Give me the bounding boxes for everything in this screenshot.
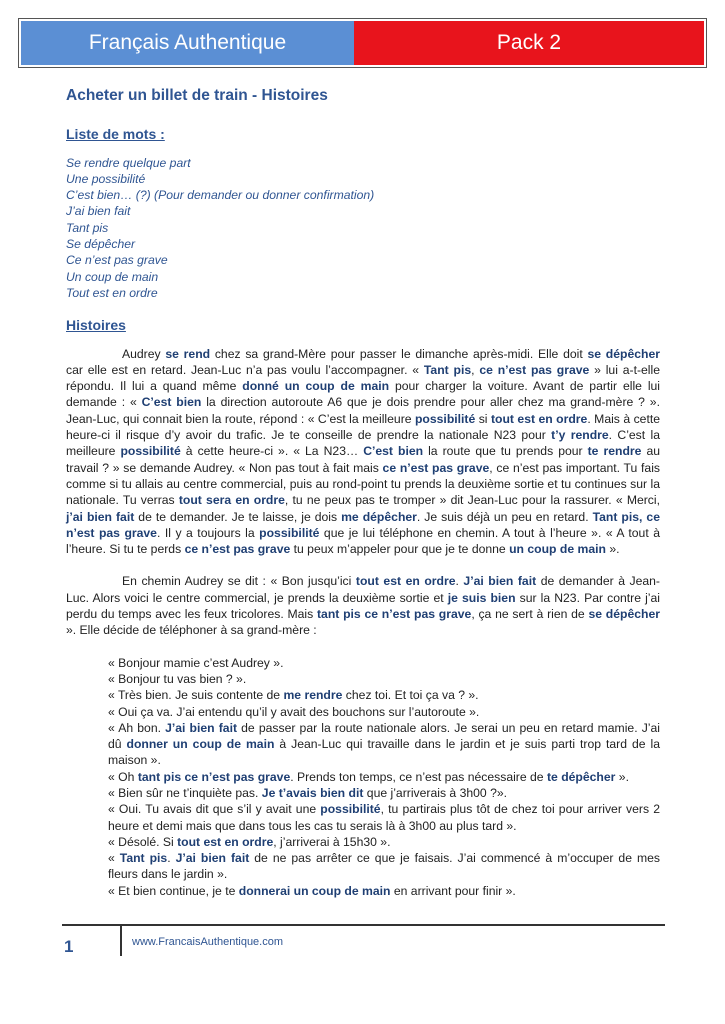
key-phrase: un coup de main [509, 542, 606, 557]
text-run: , tu ne peux pas te tromper » dit Jean-Luc pour la rassurer. « Merci, [284, 493, 660, 508]
text-run: la route que tu prends pour [423, 444, 588, 459]
text-run: , tu partirais plus tôt de chez toi pour arriver vers 2 heure et demi mais que dans tous les cas tu serais là à 3h00 au plus tard ». [108, 802, 661, 833]
text-run: à Jean-Luc qui travaille dans le jardin et je suis parti trop tard de la maison ». [108, 737, 660, 768]
key-phrase: tout sera en ordre [178, 493, 285, 508]
text-run: , j’arriverai à 15h30 ». [273, 834, 391, 849]
word-item: Un coup de main [66, 269, 159, 284]
footer-divider [62, 924, 665, 926]
text-run: à cette heure-ci ». « La N23… [180, 444, 364, 459]
key-phrase: donner un coup de main [126, 737, 275, 752]
text-run: Audrey [122, 346, 166, 361]
key-phrase: ce n’est pas grave [184, 542, 291, 557]
dialog-block [108, 655, 660, 899]
key-phrase: J’ai bien fait [175, 851, 250, 866]
key-phrase: tant pis ce n’est pas grave [137, 769, 291, 784]
text-run: . Il y a toujours la [156, 525, 260, 540]
key-phrase: me dépêcher [341, 509, 417, 524]
words-heading: Liste de mots : [66, 126, 165, 143]
text-run: « [108, 851, 120, 866]
text-run: en arrivant pour finir ». [390, 883, 516, 898]
text-run: de demander à Jean-Luc. Alors voici le centre commercial, je prends la deuxième sortie et [66, 574, 660, 605]
key-phrase: Je t’avais bien dit [261, 785, 364, 800]
dialog-line [108, 801, 660, 834]
dialog-line [108, 769, 660, 785]
word-item: Tout est en ordre [66, 285, 158, 300]
word-item: Une possibilité [66, 171, 146, 186]
word-list [66, 155, 660, 302]
key-phrase: J’ai bien fait [165, 720, 238, 735]
key-phrase: tout est en ordre [177, 834, 274, 849]
key-phrase: possibilité [320, 802, 381, 817]
key-phrase: C’est bien [141, 395, 202, 410]
text-run: ». Elle décide de téléphoner à sa grand-mère : [66, 623, 317, 638]
footer-separator [120, 926, 122, 956]
story-paragraph [66, 346, 660, 558]
text-run: , [471, 362, 480, 377]
text-run: « Oh [108, 769, 138, 784]
key-phrase: j’ai bien fait [66, 509, 135, 524]
key-phrase: t’y rendre [551, 428, 609, 443]
text-run: la direction autoroute A6 que je dois prendre pour aller chez ma grand-mère ? ». Jean-Luc, qui connait bien la route, répond : « C’est la meilleure [66, 395, 660, 426]
text-run: ». [605, 542, 620, 557]
stories-heading: Histoires [66, 317, 126, 334]
dialog-line [108, 687, 660, 703]
text-run: de te demander. Je te laisse, je dois [134, 509, 342, 524]
key-phrase: J’ai bien fait [463, 574, 537, 589]
text-run: . Je suis déjà un peu en retard. [416, 509, 593, 524]
text-run: de ne pas arrêter ce que je faisais. J’ai commencé à m’occuper de mes fleurs dans le jardin ». [108, 851, 661, 882]
text-run: . [167, 851, 176, 866]
text-run: chez toi. Et toi ça va ? ». [342, 688, 479, 703]
text-run: . C’est la meilleure [66, 428, 660, 459]
text-run: au travail ? » se demande Audrey. « Non pas tout à fait mais [66, 444, 660, 475]
footer-website-link[interactable]: www.FrancaisAuthentique.com [132, 936, 284, 948]
story-paragraph [66, 573, 660, 638]
key-phrase: Tant pis, ce n’est pas grave [66, 509, 660, 540]
text-run: En chemin Audrey se dit : « Bon jusqu’ici [122, 574, 356, 589]
key-phrase: ce n’est pas grave [382, 460, 490, 475]
key-phrase: donné un coup de main [242, 379, 390, 394]
key-phrase: je suis bien [447, 590, 516, 605]
text-run: que je lui téléphone en chemin. A tout à l’heure ». « A tout à l’heure. Si tu te perds [66, 525, 660, 557]
text-run: « Et bien continue, je te [108, 883, 239, 898]
key-phrase: C’est bien [363, 444, 424, 459]
word-item: J’ai bien fait [66, 204, 131, 219]
text-run: . Prends ton temps, ce n’est pas nécessaire de [290, 769, 547, 784]
document-body [66, 88, 660, 899]
dialog-line [108, 671, 660, 687]
key-phrase: tout est en ordre [355, 574, 456, 589]
text-run: tu peux m’appeler pour que je te donne [290, 542, 510, 557]
dialog-line [108, 883, 660, 899]
key-phrase: possibilité [259, 525, 320, 540]
text-run: « Bonjour tu vas bien ? ». [108, 671, 247, 686]
text-run: « Bien sûr ne t’inquiète pas. [108, 785, 262, 800]
word-item: Se dépêcher [66, 237, 136, 252]
text-run: si [475, 411, 491, 426]
text-run: . [455, 574, 464, 589]
text-run: ». [615, 769, 629, 784]
text-run: « Ah bon. [108, 720, 166, 735]
word-item: C’est bien… (?) (Pour demander ou donner confirmation) [66, 188, 375, 203]
text-run: « Oui. Tu avais dit que s’il y avait une [108, 802, 321, 817]
text-run: » lui a-t-elle répondu. Il lui a quand même [66, 362, 660, 394]
story-paragraphs [66, 346, 660, 639]
text-run: « Bonjour mamie c’est Audrey ». [108, 655, 284, 670]
text-run: que j’arriverais à 3h00 ?». [363, 785, 508, 800]
text-run: . Mais à cette heure-ci il risque d’y avoir du trafic. Je te conseille de prendre la nationale N23 pour [66, 411, 660, 443]
key-phrase: me rendre [283, 688, 343, 703]
key-phrase: se dépêcher [587, 346, 660, 361]
text-run: « Très bien. Je suis contente de [108, 688, 284, 703]
key-phrase: Tant pis [119, 851, 168, 866]
key-phrase: possibilité [120, 444, 181, 459]
brand-title: Français Authentique [21, 21, 354, 65]
key-phrase: ce n’est pas grave [479, 362, 590, 377]
text-run: « Oui ça va. J’ai entendu qu’il y avait des bouchons sur l’autoroute ». [108, 704, 480, 719]
key-phrase: Tant pis [423, 362, 472, 377]
pack-label: Pack 2 [354, 21, 704, 65]
key-phrase: donnerai un coup de main [238, 883, 391, 898]
dialog-line [108, 850, 660, 883]
text-run: , ce n’est pas important. Tu fais comme si tu allais au centre commercial, puis au rond-point tu prends la deuxième sortie et tu continues sur la nationale. Tu verras [66, 460, 660, 508]
page-number: 1 [64, 937, 74, 956]
word-item: Se rendre quelque part [66, 155, 191, 170]
text-run: sur la N23. Par contre j’ai perdu du temps avec les feux tricolores. Mais [66, 590, 660, 622]
key-phrase: te rendre [587, 444, 642, 459]
header-banner [18, 18, 707, 68]
key-phrase: se dépêcher [588, 607, 660, 622]
key-phrase: tant pis ce n’est pas grave [316, 607, 472, 622]
page-title: Acheter un billet de train - Histoires [66, 87, 328, 104]
key-phrase: te dépêcher [546, 769, 616, 784]
dialog-line [108, 704, 660, 720]
text-run: car elle est en retard. Jean-Luc n’a pas voulu l’accompagner. « [66, 362, 424, 377]
word-item: Tant pis [66, 220, 109, 235]
text-run: « Désolé. Si [108, 834, 178, 849]
key-phrase: possibilité [414, 411, 476, 426]
text-run: de passer par la route nationale alors. Je serai un peu en retard mamie. J’ai dû [108, 720, 660, 752]
word-item: Ce n’est pas grave [66, 253, 168, 268]
text-run: pour charger la voiture. Avant de partir elle lui demande : « [66, 379, 661, 410]
dialog-line [108, 834, 660, 850]
key-phrase: se rend [165, 346, 211, 361]
dialog-line [108, 785, 660, 801]
dialog-line [108, 655, 660, 671]
text-run: , ça ne sert à rien de [471, 607, 589, 622]
key-phrase: tout est en ordre [490, 411, 588, 426]
text-run: chez sa grand-Mère pour passer le dimanche après-midi. Elle doit [210, 346, 588, 361]
dialog-line [108, 720, 660, 769]
